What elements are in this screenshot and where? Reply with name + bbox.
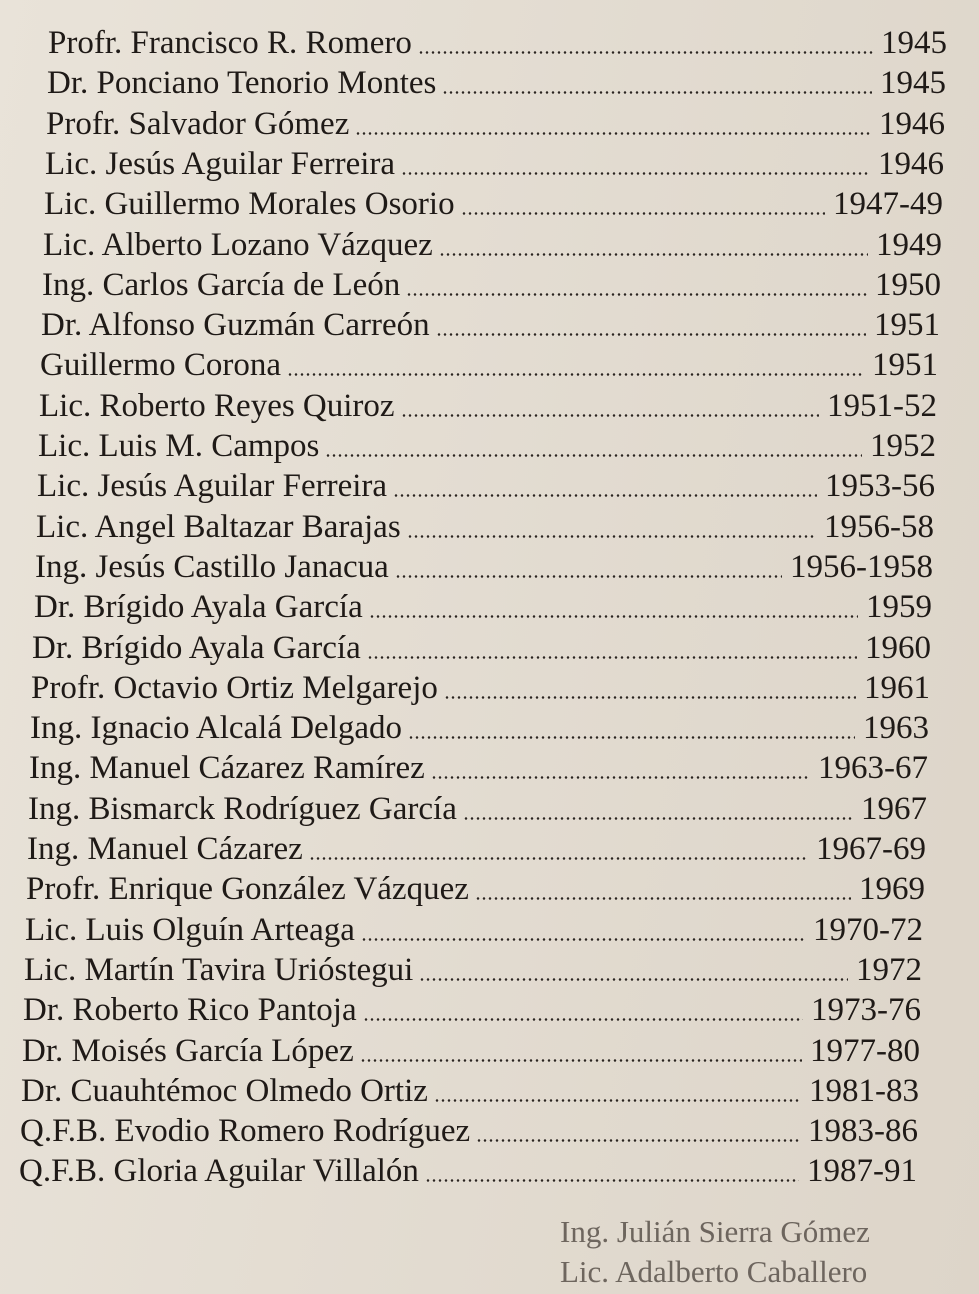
dot-leader xyxy=(434,1099,801,1102)
list-item xyxy=(38,425,936,467)
dot-leader xyxy=(355,132,871,135)
dot-leader xyxy=(360,1059,802,1062)
list-item xyxy=(47,62,946,104)
officeholder-name: Ing. Ignacio Alcalá Delgado xyxy=(30,710,403,746)
list-item xyxy=(44,183,943,225)
term-years: 1961 xyxy=(864,670,930,706)
officeholder-name: Dr. Roberto Rico Pantoja xyxy=(23,992,357,1028)
dot-leader xyxy=(406,293,867,296)
bleed-through-line: Lic. Adalberto Caballero xyxy=(560,1254,868,1289)
officeholder-name: Profr. Octavio Ortiz Melgarejo xyxy=(31,670,438,706)
list-item xyxy=(30,707,929,749)
officeholder-name: Lic. Jesús Aguilar Ferreira xyxy=(37,468,388,504)
list-item xyxy=(43,224,942,266)
dot-leader xyxy=(425,1179,799,1182)
list-item xyxy=(27,828,926,870)
dot-leader xyxy=(418,51,873,54)
dot-leader xyxy=(325,454,862,457)
term-years: 1972 xyxy=(856,952,922,988)
list-item xyxy=(26,868,925,910)
list-item xyxy=(21,1070,919,1112)
officeholder-name: Lic. Angel Baltazar Barajas xyxy=(36,509,401,545)
dot-leader xyxy=(369,615,858,618)
term-years: 1947-49 xyxy=(833,186,943,222)
dot-leader xyxy=(287,373,864,376)
dot-leader xyxy=(407,535,816,538)
term-years: 1987-91 xyxy=(807,1153,917,1189)
dot-leader xyxy=(408,736,855,739)
officeholder-name: Profr. Salvador Gómez xyxy=(46,106,350,142)
officeholder-name: Dr. Brígido Ayala García xyxy=(32,630,361,666)
term-years: 1959 xyxy=(866,589,932,625)
dot-leader xyxy=(444,696,856,699)
term-years: 1950 xyxy=(875,267,941,303)
list-item xyxy=(40,344,938,386)
dot-leader xyxy=(367,656,857,659)
dot-leader xyxy=(395,575,782,578)
officeholder-name: Ing. Manuel Cázarez Ramírez xyxy=(29,750,425,786)
dot-leader xyxy=(461,212,825,215)
list-item xyxy=(34,586,932,628)
term-years: 1946 xyxy=(879,106,945,142)
term-years: 1946 xyxy=(878,146,944,182)
officeholder-name: Dr. Cuauhtémoc Olmedo Ortiz xyxy=(21,1073,428,1109)
officeholder-name: Lic. Luis M. Campos xyxy=(38,428,320,464)
bleed-through-line: Ing. Julián Sierra Gómez xyxy=(560,1214,870,1249)
dot-leader xyxy=(363,1018,803,1021)
dot-leader xyxy=(475,897,851,900)
term-years: 1973-76 xyxy=(811,992,921,1028)
officeholder-name: Lic. Martín Tavira Urióstegui xyxy=(24,952,414,988)
list-item xyxy=(28,788,927,830)
list-item xyxy=(32,627,931,669)
list-item xyxy=(24,949,922,991)
officeholder-name: Ing. Jesús Castillo Janacua xyxy=(35,549,389,585)
term-years: 1963 xyxy=(863,710,929,746)
officeholder-name: Dr. Brígido Ayala García xyxy=(34,589,363,625)
term-years: 1960 xyxy=(865,630,931,666)
list-item xyxy=(25,909,923,951)
list-item xyxy=(31,667,930,709)
list-item xyxy=(20,1110,918,1152)
officeholder-name: Profr. Enrique González Vázquez xyxy=(26,871,469,907)
term-years: 1952 xyxy=(870,428,936,464)
officeholder-name: Dr. Ponciano Tenorio Montes xyxy=(47,65,437,101)
officeholder-name: Lic. Roberto Reyes Quiroz xyxy=(39,388,395,424)
dot-leader xyxy=(309,857,808,860)
term-years: 1956-58 xyxy=(824,509,934,545)
term-years: 1951-52 xyxy=(827,388,937,424)
officeholder-name: Dr. Alfonso Guzmán Carreón xyxy=(41,307,430,343)
officeholder-name: Guillermo Corona xyxy=(40,347,282,383)
dot-leader xyxy=(442,91,872,94)
term-years: 1970-72 xyxy=(813,912,923,948)
dot-leader xyxy=(419,978,848,981)
officeholder-name: Ing. Carlos García de León xyxy=(42,267,401,303)
list-item xyxy=(46,103,945,145)
term-years: 1945 xyxy=(880,65,946,101)
officeholder-name: Q.F.B. Gloria Aguilar Villalón xyxy=(19,1153,419,1189)
term-years: 1969 xyxy=(859,871,925,907)
list-item xyxy=(39,385,937,427)
dot-leader xyxy=(401,414,819,417)
term-years: 1951 xyxy=(874,307,940,343)
list-item xyxy=(45,143,944,185)
list-item xyxy=(42,264,941,306)
term-years: 1945 xyxy=(881,25,947,61)
list-item xyxy=(48,22,947,64)
term-years: 1967 xyxy=(861,791,927,827)
officeholder-name: Lic. Guillermo Morales Osorio xyxy=(44,186,455,222)
dot-leader xyxy=(436,333,866,336)
term-years: 1951 xyxy=(872,347,938,383)
officeholder-name: Lic. Alberto Lozano Vázquez xyxy=(43,227,433,263)
dot-leader xyxy=(439,253,868,256)
term-years: 1983-86 xyxy=(808,1113,918,1149)
dot-leader xyxy=(463,817,853,820)
term-years: 1967-69 xyxy=(816,831,926,867)
list-item xyxy=(35,546,933,588)
officeholder-name: Lic. Jesús Aguilar Ferreira xyxy=(45,146,396,182)
term-years: 1963-67 xyxy=(818,750,928,786)
officeholder-name: Lic. Luis Olguín Arteaga xyxy=(25,912,355,948)
list-item xyxy=(37,465,935,507)
term-years: 1953-56 xyxy=(825,468,935,504)
bleed-through-text xyxy=(560,1212,870,1292)
list-item xyxy=(22,1030,920,1072)
list-item xyxy=(41,304,940,346)
officeholder-name: Q.F.B. Evodio Romero Rodríguez xyxy=(20,1113,471,1149)
dot-leader xyxy=(476,1139,800,1142)
term-years: 1977-80 xyxy=(810,1033,920,1069)
officeholder-name: Dr. Moisés García López xyxy=(22,1033,354,1069)
term-years: 1981-83 xyxy=(809,1073,919,1109)
dot-leader xyxy=(401,172,870,175)
term-years: 1956-1958 xyxy=(790,549,933,585)
dot-leader xyxy=(393,494,817,497)
officeholder-name: Ing. Manuel Cázarez xyxy=(27,831,303,867)
dot-leader xyxy=(431,776,810,779)
list-item xyxy=(29,747,928,789)
dot-leader xyxy=(361,938,805,941)
list-item xyxy=(19,1150,917,1192)
officeholder-name: Ing. Bismarck Rodríguez García xyxy=(28,791,457,827)
officeholder-name: Profr. Francisco R. Romero xyxy=(48,25,412,61)
list-item xyxy=(36,506,934,548)
list-item xyxy=(23,989,921,1031)
term-years: 1949 xyxy=(876,227,942,263)
